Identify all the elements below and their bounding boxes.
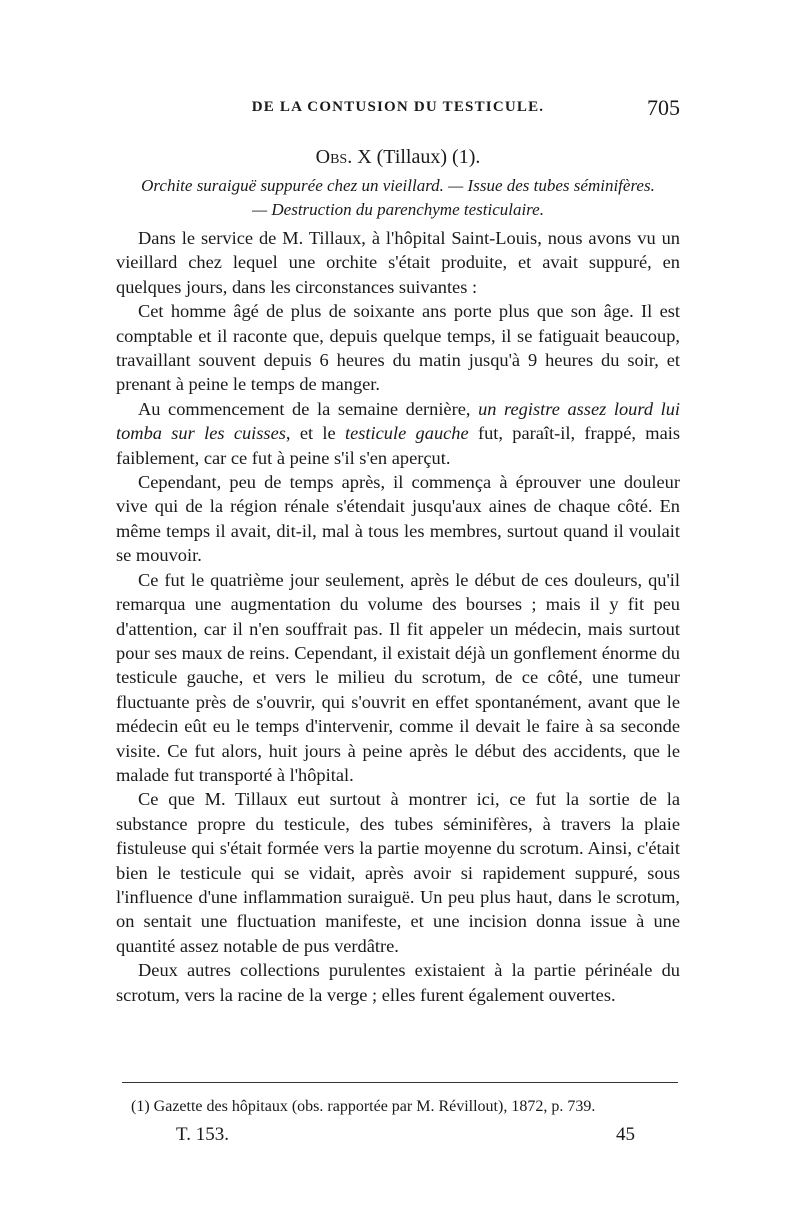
page-number: 705 (647, 95, 680, 120)
paragraph-3-emphasis-registre: un registre assez lourd lui tomba sur les cuisses (116, 398, 680, 444)
observation-heading (116, 146, 680, 169)
paragraph-3-emphasis-testicule: testicule gauche (344, 423, 469, 444)
paragraph-4: Cependant, peu de temps après, il commença à éprouver une douleur vive qui de la région rénale s'étendait jusqu'aux aines de chaque côté. En même temps il avait, dit-il, mal à tous les membres, surtout quand il voulait se mouvoir. (116, 472, 680, 566)
body-text (116, 226, 680, 1007)
paragraph-1: Dans le service de M. Tillaux, à l'hôpital Saint-Louis, nous avons vu un vieillard chez lequel une orchite s'était produite, et avait suppuré, en quelques jours, dans les circonstances suivantes : (116, 228, 680, 297)
signature-mark-volume: T. 153. (176, 1124, 229, 1145)
footnote: (1) Gazette des hôpitaux (obs. rapportée par M. Révillout), 1872, p. 739. (131, 1098, 596, 1115)
paragraph-3-text-b: , et le (285, 423, 336, 444)
observation-label: Obs. (315, 146, 353, 168)
paragraph-5: Ce fut le quatrième jour seulement, après le début de ces douleurs, qu'il remarqua une augmentation du volume des bourses ; mais il y fit peu d'attention, car il n'en souffrait pas. Il fit appeler un médecin, mais surtout pour ses maux de reins. Cependant, il existait déjà un gonflement énorme du testicule gauche, et vers le milieu du scrotum, de ce côté, une tumeur fluctuante près de s'ouvrir, qui s'ouvrit en effet spontanément, avant que le médecin eût eu le temps d'intervenir, comme il devait le faire à sa seconde visite. Ce fut alors, huit jours à peine après le début des accidents, que le malade fut transporté à l'hôpital. (116, 569, 680, 785)
footnote-rule (122, 1082, 678, 1083)
paragraph-6: Ce que M. Tillaux eut surtout à montrer ici, ce fut la sortie de la substance propre du testicule, des tubes séminifères, à travers la plaie fistuleuse qui s'était formée vers la partie moyenne du scrotum. Ainsi, c'était bien le testicule qui se vidait, après avoir si rapidement suppuré, sous l'influence d'une inflammation suraiguë. Un peu plus haut, dans le scrotum, on sentait une fluctuation manifeste, et une incision donna issue à une quantité assez notable de pus verdâtre. (116, 789, 680, 956)
paragraph-7: Deux autres collections purulentes existaient à la partie périnéale du scrotum, vers la racine de la verge ; elles furent également ouvertes. (116, 960, 680, 1005)
signature-mark-sheet: 45 (616, 1124, 635, 1145)
paragraph-2: Cet homme âgé de plus de soixante ans porte plus que son âge. Il est comptable et il raconte que, depuis quelque temps, il se fatiguait beaucoup, travaillant souvent depuis 6 heures du matin jusqu'à 9 heures du soir, et prenant à peine le temps de manger. (116, 301, 680, 395)
footnote-reference: (1). (452, 146, 481, 168)
paragraph-3-text-c: fut, paraît-il, frappé, mais faiblement, car ce fut à peine s'il s'en aperçut. (116, 423, 681, 468)
observation-subtitle-line-1: Orchite suraiguë suppurée chez un vieillard. — Issue des tubes séminifères. (141, 176, 655, 195)
paragraph-3-text-a: Au commencement de la semaine dernière, (138, 398, 471, 419)
observation-number: X (Tillaux) (357, 146, 448, 168)
running-head (116, 95, 680, 125)
running-title: DE LA CONTUSION DU TESTICULE. (251, 99, 545, 115)
paragraph-3 (116, 397, 680, 470)
observation-subtitle-line-2: — Destruction du parenchyme testiculaire. (252, 200, 544, 219)
